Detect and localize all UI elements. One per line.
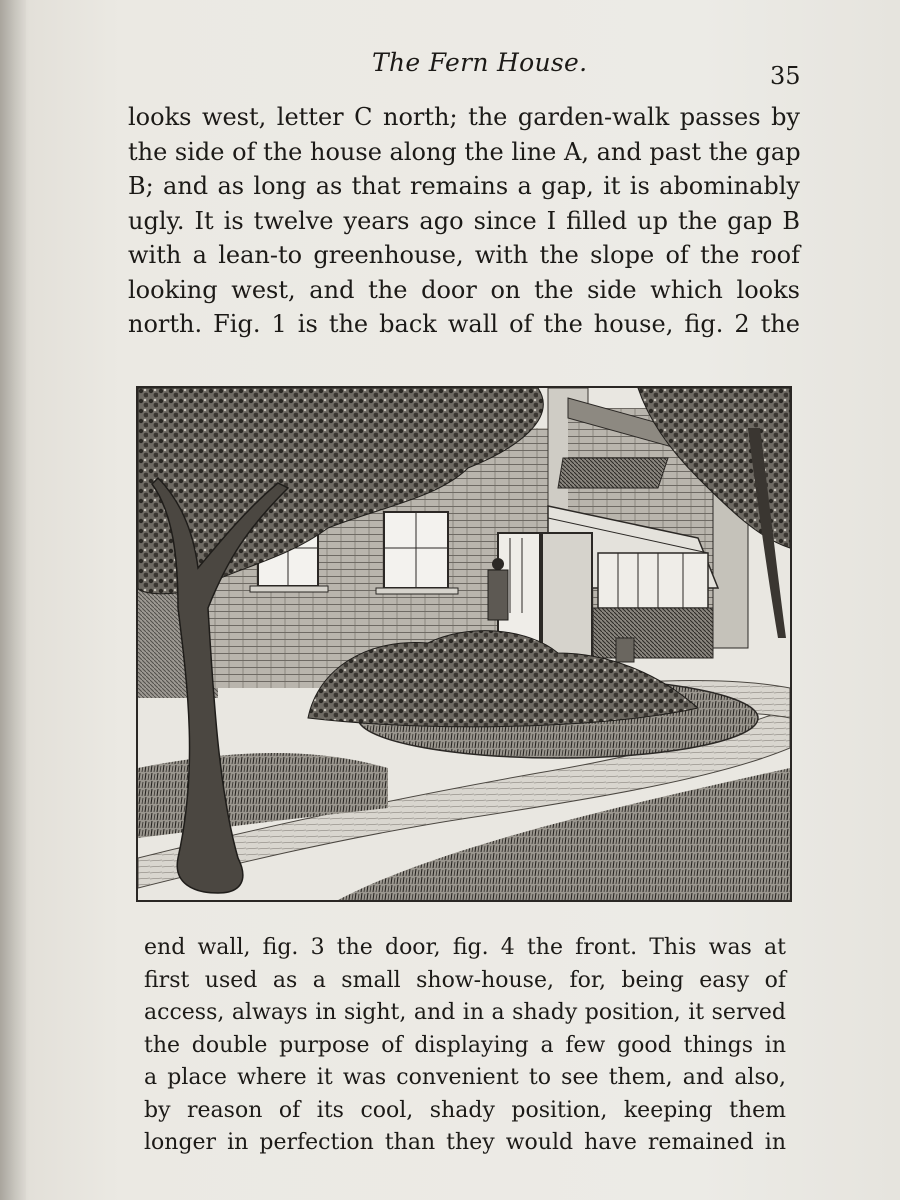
text-line: the double purpose of displaying a few good things in [144, 1032, 786, 1058]
text-line: longer in perfection than they would have remained in [144, 1130, 786, 1155]
page-edge [0, 0, 26, 1200]
text-line: by reason of its cool, shady position, keeping them [144, 1097, 786, 1123]
page-number: 35 [770, 62, 801, 90]
text-line: first used as a small show-house, for, being easy of [144, 967, 786, 993]
text-line: the side of the house along the line A, and past the gap [128, 137, 801, 166]
running-head: The Fern House. [372, 48, 588, 77]
bottom-paragraph [144, 932, 786, 1160]
text-line: end wall, fig. 3 the door, fig. 4 the front. This was at [144, 935, 786, 960]
text-line: ugly. It is twelve years ago since I filled up the gap B [128, 206, 800, 235]
text-line: access, always in sight, and in a shady position, it served [144, 1000, 786, 1025]
text-line: a place where it was convenient to see them, and also, [144, 1065, 786, 1090]
text-line: north. Fig. 1 is the back wall of the house, fig. 2 the [128, 310, 800, 338]
text-line: looks west, letter C north; the garden-walk passes by [128, 103, 800, 131]
text-line: looking west, and the door on the side which looks [128, 275, 800, 304]
engraving-figure [136, 386, 792, 902]
engraving-illustration [138, 388, 790, 900]
text-line: with a lean-to greenhouse, with the slope of the roof [128, 241, 800, 269]
text-line: B; and as long as that remains a gap, it is abominably [128, 172, 800, 200]
top-paragraph [128, 100, 800, 342]
